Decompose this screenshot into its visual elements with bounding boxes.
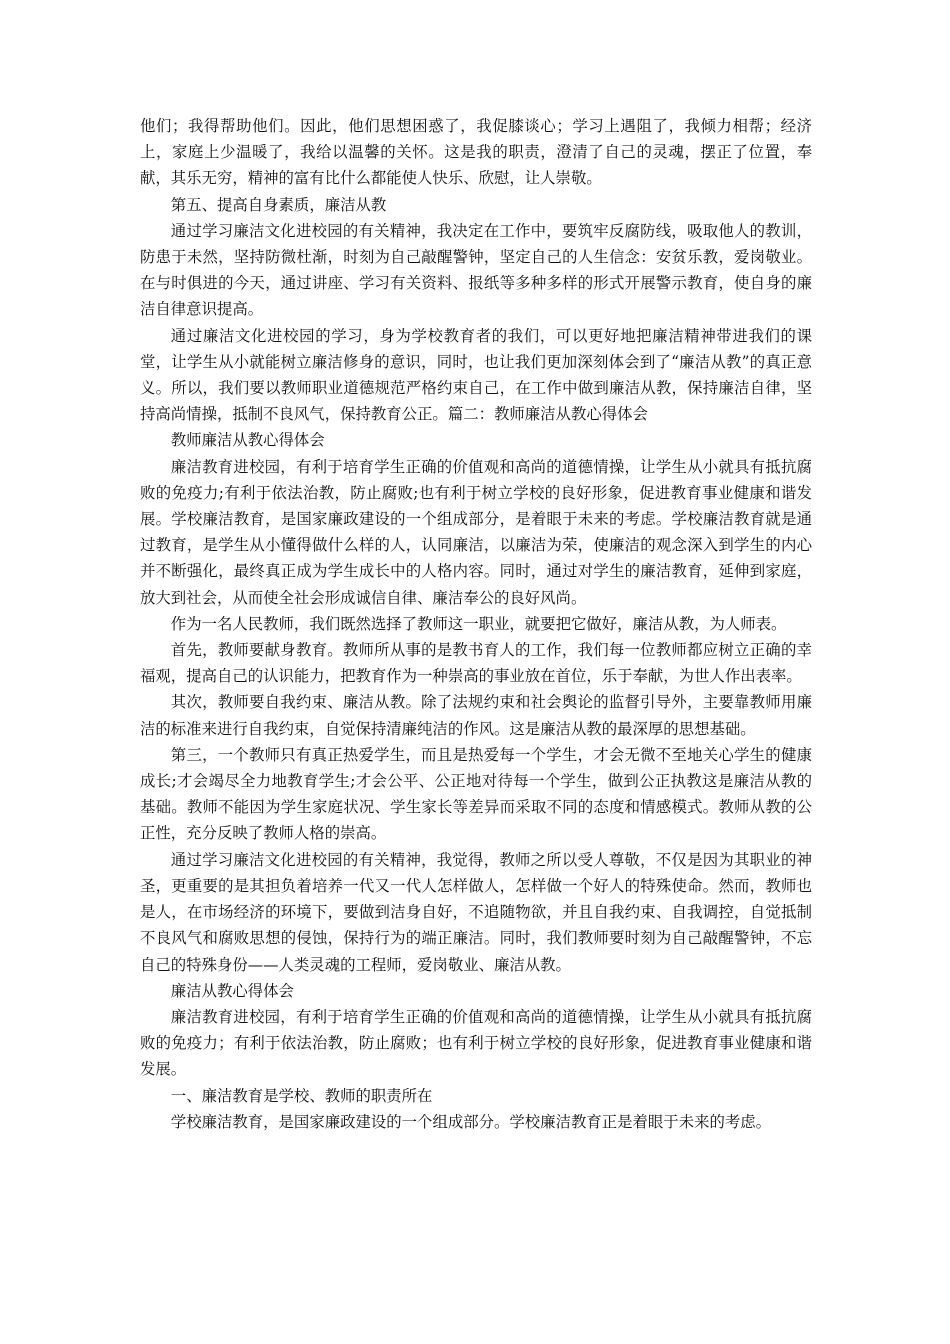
paragraph: 通过廉洁文化进校园的学习，身为学校教育者的我们，可以更好地把廉洁精神带进我们的课堂，让学生从小就能树立廉洁修身的意识，同时，也让我们更加深刻体会到了“廉洁从教”的真正意义。所以，我们要以教师职业道德规范严格约束自己，在工作中做到廉洁从教，保持廉洁自律，坚持高尚情操，抵制不良风气，保持教育公正。篇二：教师廉洁从教心得体会 xyxy=(140,326,812,424)
section-heading: 第五、提高自身素质，廉洁从教 xyxy=(170,195,387,214)
document-body xyxy=(140,113,812,1135)
article-title: 廉洁从教心得体会 xyxy=(170,981,294,1000)
paragraph: 他们；我得帮助他们。因此，他们思想困惑了，我促膝谈心；学习上遇阻了，我倾力相帮；经济上，家庭上少温暖了，我给以温馨的关怀。这是我的职责，澄清了自己的灵魂，摆正了位置，奉献，其乐无穷，精神的富有比什么都能使人快乐、欣慰，让人崇敬。 xyxy=(140,117,812,188)
paragraph: 通过学习廉洁文化进校园的有关精神，我觉得，教师之所以受人尊敬，不仅是因为其职业的神圣，更重要的是其担负着培养一代又一代人怎样做人，怎样做一个好人的特殊使命。然而，教师也是人，在市场经济的环境下，要做到洁身自好，不追随物欲，并且自我约束、自我调控，自觉抵制不良风气和腐败思想的侵蚀，保持行为的端正廉洁。同时，我们教师要时刻为自己敲醒警钟，不忘自己的特殊身份——人类灵魂的工程师，爱岗敬业、廉洁从教。 xyxy=(140,850,812,974)
article-title: 教师廉洁从教心得体会 xyxy=(170,431,325,450)
paragraph: 作为一名人民教师，我们既然选择了教师这一职业，就要把它做好，廉洁从教，为人师表。 xyxy=(170,614,787,633)
paragraph: 廉洁教育进校园，有利于培育学生正确的价值观和高尚的道德情操，让学生从小就具有抵抗腐败的免疫力;有利于依法治教，防止腐败;也有利于树立学校的良好形象，促进教育事业健康和谐发展。学校廉洁教育，是国家廉政建设的一个组成部分，是着眼于未来的考虑。学校廉洁教育就是通过教育，是学生从小懂得做什么样的人，认同廉洁，以廉洁为荣，使廉洁的观念深入到学生的内心并不断强化，最终真正成为学生成长中的人格内容。同时，通过对学生的廉洁教育，延伸到家庭，放大到社会，从而使全社会形成诚信自律、廉洁奉公的良好风尚。 xyxy=(140,457,812,607)
paragraph: 第三，一个教师只有真正热爱学生，而且是热爱每一个学生，才会无微不至地关心学生的健康成长;才会竭尽全力地教育学生;才会公平、公正地对待每一个学生，做到公正执教这是廉洁从教的基础。教师不能因为学生家庭状况、学生家长等差异而采取不同的态度和情感模式。教师从教的公正性，充分反映了教师人格的崇高。 xyxy=(140,745,812,843)
paragraph: 通过学习廉洁文化进校园的有关精神，我决定在工作中，要筑牢反腐防线，吸取他人的教训，防患于未然，坚持防微杜渐，时刻为自己敲醒警钟，坚定自己的人生信念：安贫乐教，爱岗敬业。在与时俱进的今天，通过讲座、学习有关资料、报纸等多种多样的形式开展警示教育，使自身的廉洁自律意识提高。 xyxy=(140,221,812,319)
paragraph: 其次，教师要自我约束、廉洁从教。除了法规约束和社会舆论的监督引导外，主要靠教师用廉洁的标准来进行自我约束，自觉保持清廉纯洁的作风。这是廉洁从教的最深厚的思想基础。 xyxy=(140,693,812,738)
section-heading: 一、廉洁教育是学校、教师的职责所在 xyxy=(170,1086,433,1105)
paragraph: 首先，教师要献身教育。教师所从事的是教书育人的工作，我们每一位教师都应树立正确的幸福观，提高自己的认识能力，把教育作为一种崇高的事业放在首位，乐于奉献，为世人作出表率。 xyxy=(140,641,812,686)
paragraph: 学校廉洁教育，是国家廉政建设的一个组成部分。学校廉洁教育正是着眼于未来的考虑。 xyxy=(170,1112,772,1131)
paragraph: 廉洁教育进校园，有利于培育学生正确的价值观和高尚的道德情操，让学生从小就具有抵抗腐败的免疫力；有利于依法治教，防止腐败；也有利于树立学校的良好形象，促进教育事业健康和谐发展。 xyxy=(140,1007,812,1079)
